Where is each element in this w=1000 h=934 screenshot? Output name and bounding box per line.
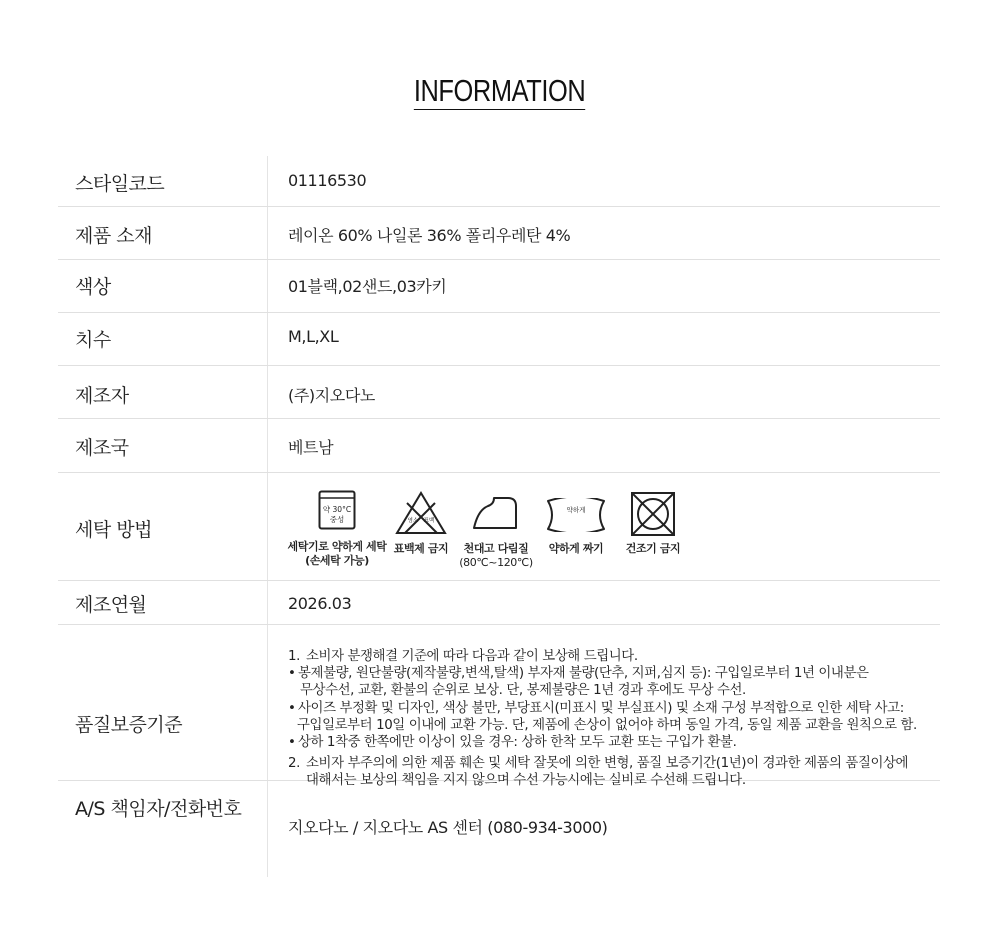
country-label: 제조국: [75, 437, 129, 459]
row-divider: [58, 472, 940, 473]
manufacture-date-value: 2026.03: [288, 594, 352, 613]
wash-caption: 세탁기로 약하게 세탁 (손세탁 가능): [287, 540, 387, 567]
quality-bullet: • 봉제불량, 원단불량(제작불량,변색,탈색) 부자재 불량(단추, 지퍼,심지 등): 구입일로부터 1년 이내분은: [288, 666, 869, 682]
quality-item-cont: 대해서는 보상의 책임을 지지 않으며 수선 가능시에는 실비로 수선해 드립니다.: [306, 773, 746, 789]
quality-bullet-cont: 구입일로부터 10일 이내에 교환 가능. 단, 제품에 손상이 없어야 하며 동일 가격, 동일 제품 교환을 원칙으로 함.: [297, 717, 917, 733]
row-divider: [58, 312, 940, 313]
as-contact-value: 지오다노 / 지오다노 AS 센터 (080-934-3000): [288, 818, 608, 837]
quality-item: 1. 소비자 분쟁해결 기준에 따라 다음과 같이 보상해 드립니다.: [288, 649, 638, 664]
bleach-icon-text: 염소: [407, 518, 419, 524]
manufacture-date-label: 제조연월: [75, 594, 147, 616]
row-divider: [58, 624, 940, 625]
care-instructions: [284, 490, 704, 574]
wring-caption: 약하게 짜기: [548, 542, 604, 555]
style-code-value: 01116530: [288, 171, 367, 190]
material-value: 레이온 60% 나일론 36% 폴리우레탄 4%: [288, 226, 571, 245]
wash-icon-text: 약 30°C: [322, 505, 352, 514]
bleach-icon-text: 표백: [423, 518, 435, 524]
bleach-caption: 표백제 금지: [393, 542, 449, 555]
page-title: INFORMATION: [414, 73, 586, 108]
quality-item: 2. 소비자 부주의에 의한 제품 훼손 및 세탁 잘못에 의한 변형, 품질 보증기간(1년)이 경과한 제품의 품질이상에: [288, 756, 909, 772]
quality-guarantee-label: 품질보증기준: [75, 714, 183, 736]
no-bleach-icon: [395, 491, 447, 535]
row-divider: [58, 418, 940, 419]
machine-wash-icon: [318, 490, 356, 530]
no-tumble-dry-icon: [630, 491, 676, 537]
wring-icon: [546, 498, 606, 532]
row-divider: [58, 580, 940, 581]
manufacturer-value: (주)지오다노: [288, 386, 375, 405]
manufacturer-label: 제조자: [75, 385, 129, 407]
quality-bullet-cont: 무상수선, 교환, 환불의 순위로 보상. 단, 봉제불량은 1년 경과 후에도 무상 수선.: [300, 683, 746, 699]
dry-caption: 건조기 금지: [625, 542, 681, 555]
column-divider: [267, 156, 268, 877]
care-label: 세탁 방법: [75, 519, 152, 541]
quality-bullet: • 사이즈 부정확 및 디자인, 색상 불만, 부당표시(미표시 및 부실표시) 및 소재 구성 부적합으로 인한 세탁 사고:: [288, 700, 904, 716]
wash-icon-text: 중성: [329, 515, 345, 524]
iron-icon: [472, 494, 518, 532]
material-label: 제품 소재: [75, 225, 152, 247]
color-label: 색상: [75, 276, 111, 298]
row-divider: [58, 259, 940, 260]
style-code-label: 스타일코드: [75, 173, 165, 195]
size-label: 치수: [75, 329, 111, 351]
row-divider: [58, 365, 940, 366]
size-value: M,L,XL: [288, 327, 339, 346]
country-value: 베트남: [288, 438, 334, 457]
as-contact-label: A/S 책임자/전화번호: [75, 798, 242, 820]
quality-bullet: • 상하 1착중 한쪽에만 이상이 있을 경우: 상하 한착 모두 교환 또는 구입가 환불.: [288, 735, 737, 751]
quality-guarantee-text: [288, 648, 917, 790]
wring-icon-text: 약하게: [566, 506, 586, 514]
color-value: 01블랙,02샌드,03카키: [288, 277, 447, 296]
iron-caption: 천대고 다림질 (80℃~120℃): [459, 542, 533, 569]
row-divider: [58, 206, 940, 207]
